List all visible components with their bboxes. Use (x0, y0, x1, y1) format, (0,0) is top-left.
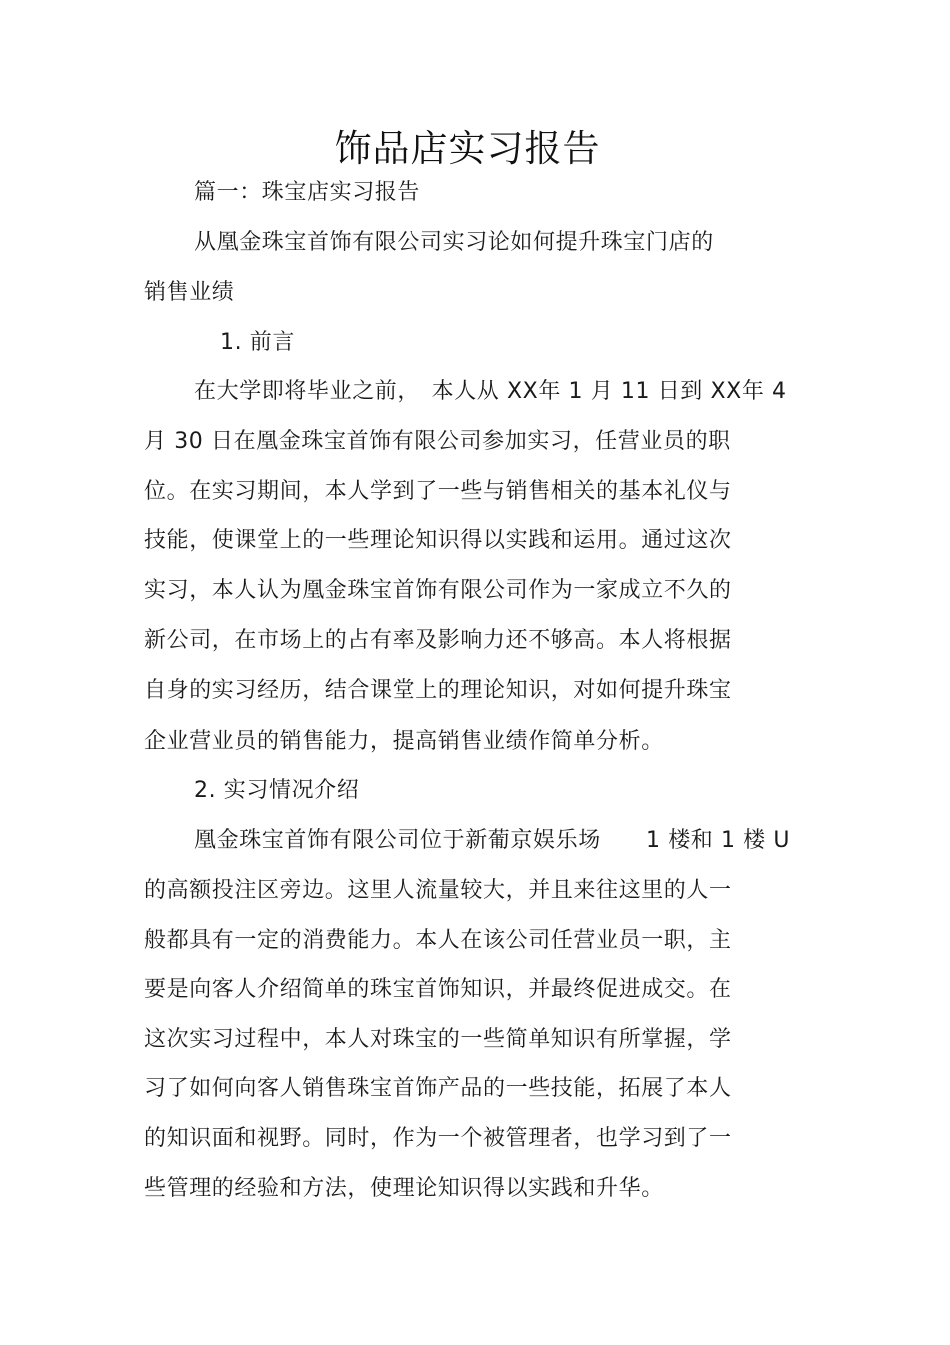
paragraph-line: 月 30 日在凰金珠宝首饰有限公司参加实习，任营业员的职 (144, 429, 731, 454)
paragraph-line: 企业营业员的销售能力，提高销售业绩作简单分析。 (144, 729, 664, 754)
paragraph-line: 这次实习过程中，本人对珠宝的一些简单知识有所掌握，学 (144, 1027, 732, 1052)
paragraph-line: 位。在实习期间，本人学到了一些与销售相关的基本礼仪与 (144, 479, 732, 504)
section-heading: 篇一：珠宝店实习报告 (194, 180, 421, 205)
subtitle-line: 销售业绩 (144, 280, 235, 305)
paragraph-line: 习了如何向客人销售珠宝首饰产品的一些技能，拓展了本人 (144, 1076, 732, 1101)
paragraph-line: 新公司，在市场上的占有率及影响力还不够高。本人将根据 (144, 628, 732, 653)
paragraph-line: 般都具有一定的消费能力。本人在该公司任营业员一职，主 (144, 928, 732, 953)
paragraph-line: 些管理的经验和方法，使理论知识得以实践和升华。 (144, 1176, 664, 1201)
numbered-heading-internship: 2. 实习情况介绍 (194, 778, 360, 803)
paragraph-line: 实习，本人认为凰金珠宝首饰有限公司作为一家成立不久的 (144, 578, 732, 603)
document-title: 饰品店实习报告 (334, 127, 601, 170)
paragraph-line: 自身的实习经历，结合课堂上的理论知识，对如何提升珠宝 (144, 678, 732, 703)
numbered-heading-preface: 1. 前言 (220, 330, 295, 355)
paragraph-line: 的高额投注区旁边。这里人流量较大，并且来往这里的人一 (144, 878, 732, 903)
paragraph-line: 在大学即将毕业之前， 本人从 XX年 1 月 11 日到 XX年 4 (194, 379, 787, 404)
subtitle-line: 从凰金珠宝首饰有限公司实习论如何提升珠宝门店的 (194, 230, 714, 255)
paragraph-line: 凰金珠宝首饰有限公司位于新葡京娱乐场 1 楼和 1 楼 U (194, 828, 791, 853)
paragraph-line: 技能，使课堂上的一些理论知识得以实践和运用。通过这次 (144, 528, 732, 553)
paragraph-line: 的知识面和视野。同时，作为一个被管理者，也学习到了一 (144, 1126, 732, 1151)
paragraph-line: 要是向客人介绍简单的珠宝首饰知识，并最终促进成交。在 (144, 977, 732, 1002)
